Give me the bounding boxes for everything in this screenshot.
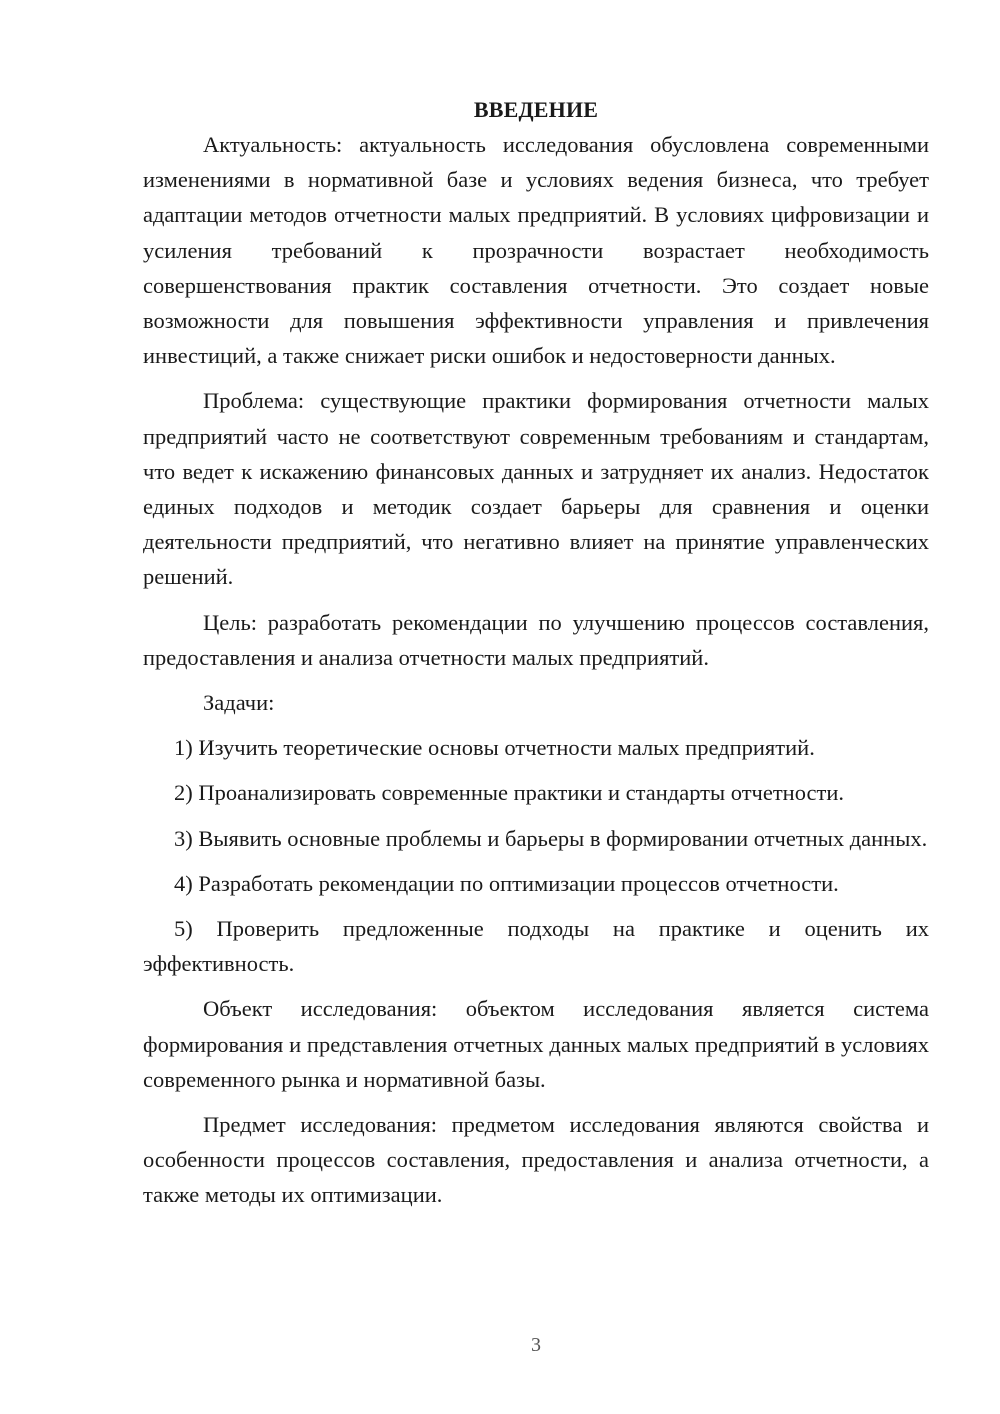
page-number: 3 bbox=[531, 1334, 541, 1356]
task-item-2: 2) Проанализировать современные практики и стандарты отчетности. bbox=[174, 780, 845, 806]
task-item-1: 1) Изучить теоретические основы отчетности малых предприятий. bbox=[174, 735, 815, 761]
task-item-4: 4) Разработать рекомендации по оптимизации процессов отчетности. bbox=[174, 870, 839, 896]
task-item-3: 3) Выявить основные проблемы и барьеры в формировании отчетных данных. bbox=[174, 825, 928, 851]
paragraph-subject: Предмет исследования: предметом исследования являются свойства и особенности процессов составления, предоставления и анализа отчетности, а также методы их оптимизации. bbox=[143, 1112, 929, 1208]
paragraph-relevance: Актуальность: актуальность исследования обусловлена современными изменениями в нормативной базе и условиях ведения бизнеса, что требует адаптации методов отчетности малых предприятий. В условиях цифровизации и усиления требований к прозрачности возрастает необходимость совершенствования практик составления отчетности. Это создает новые возможности для повышения эффективности управления и привлечения инвестиций, а также снижает риски ошибок и недостоверности данных. bbox=[143, 132, 929, 369]
document-page bbox=[143, 92, 929, 1223]
paragraph-problem: Проблема: существующие практики формирования отчетности малых предприятий часто не соответствуют современным требованиям и стандартам, что ведет к искажению финансовых данных и затрудняет их анализ. Недостаток единых подходов и методик создает барьеры для сравнения и оценки деятельности предприятий, что негативно влияет на принятие управленческих решений. bbox=[143, 388, 929, 590]
page-title: ВВЕДЕНИЕ bbox=[473, 97, 599, 122]
paragraph-goal: Цель: разработать рекомендации по улучшению процессов составления, предоставления и анализа отчетности малых предприятий. bbox=[143, 609, 929, 670]
paragraph-object: Объект исследования: объектом исследования является система формирования и представления отчетных данных малых предприятий в условиях современного рынка и нормативной базы. bbox=[143, 996, 929, 1092]
task-item-5: 5) Проверить предложенные подходы на практике и оценить их эффективность. bbox=[143, 916, 929, 977]
tasks-heading: Задачи: bbox=[203, 690, 275, 716]
